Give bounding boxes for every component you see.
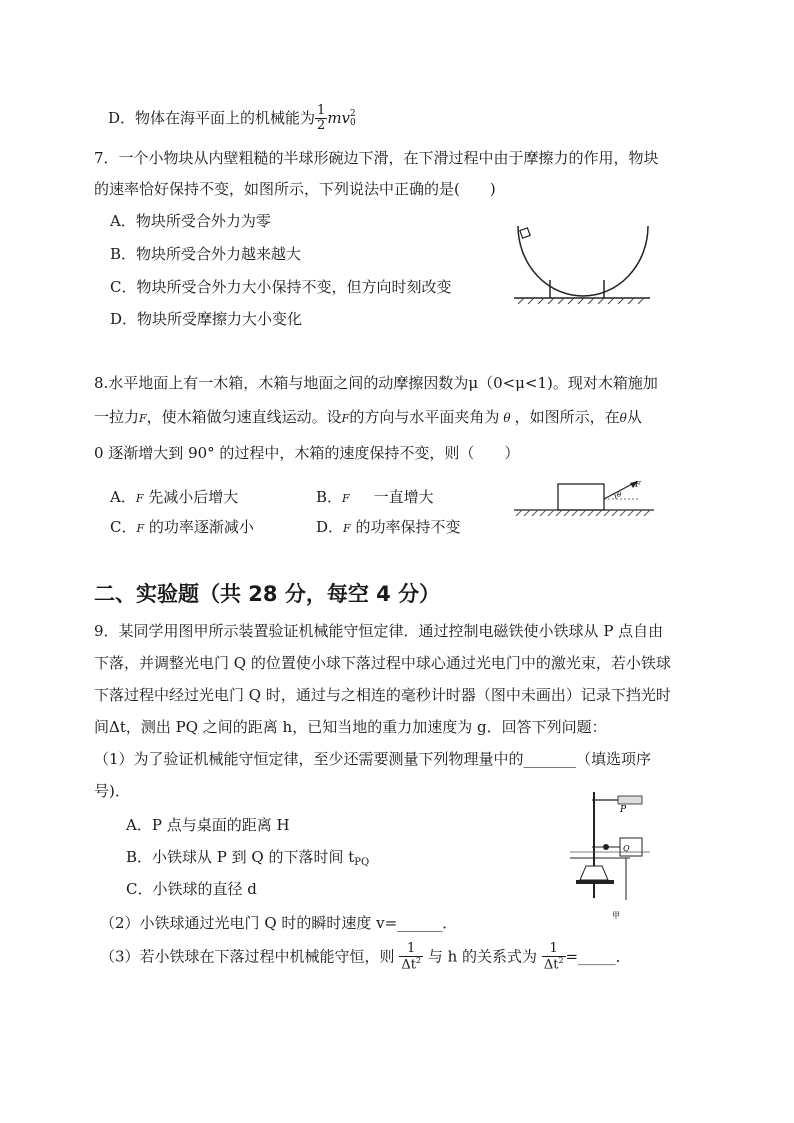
- text: B．小铁球从 P 到 Q 的下落时间 t: [126, 848, 355, 866]
- q7-option-a: A．物块所受合外力为零: [110, 212, 271, 230]
- q9-sub1-option-b: [126, 846, 369, 868]
- q8-option-b: [316, 486, 434, 507]
- fig-caption: 甲: [612, 911, 620, 920]
- q7-stem-line2: 的速率恰好保持不变，如图所示，下列说法中正确的是( ): [94, 180, 496, 198]
- text: 的功率逐渐减小: [148, 518, 254, 536]
- box-force-figure: [514, 476, 664, 526]
- section-title: 二、实验题（共 28 分，每空 4 分）: [94, 582, 441, 606]
- text: A．: [110, 488, 136, 506]
- text: ，如图所示，在: [514, 408, 620, 426]
- q6-option-d: [108, 104, 356, 134]
- text: C．: [110, 518, 137, 536]
- q9-stem-line4: 间Δt，测出 PQ 之间的距离 h，已知当地的重力加速度为 g．回答下列问题：: [94, 718, 607, 736]
- q8-stem-line1: 8.水平地面上有一木箱，木箱与地面之间的动摩擦因数为μ（0<μ<1)。现对木箱施加: [94, 374, 658, 392]
- q9-sub1-option-a: A．P 点与桌面的距离 H: [126, 816, 290, 834]
- q9-stem-line1: 9．某同学用图甲所示装置验证机械能守恒定律．通过控制电磁铁使小铁球从 P 点自由: [94, 622, 664, 640]
- fraction-denominator: [542, 957, 566, 973]
- q8-option-a: [110, 486, 238, 507]
- q9-stem-line3: 下落过程中经过光电门 Q 时，通过与之相连的毫秒计时器（图中未画出）记录下挡光时: [94, 686, 671, 704]
- var-f: F: [343, 522, 351, 535]
- var-f: F: [341, 412, 350, 425]
- text: 的方向与水平面夹角为: [349, 408, 500, 426]
- fraction: [315, 104, 327, 134]
- subscript: 0: [350, 117, 356, 128]
- var-f: F: [136, 522, 145, 535]
- superscript: 2: [350, 108, 356, 119]
- q7-stem-line1: 7．一个小物块从内壁粗糙的半球形碗边下滑，在下滑过程中由于摩擦力的作用，物块: [94, 149, 659, 167]
- apparatus-figure: [570, 778, 650, 928]
- fraction-numerator: 1: [399, 942, 423, 957]
- q7-option-b: B．物块所受合外力越来越大: [110, 245, 302, 263]
- text: 一直增大: [373, 488, 434, 506]
- var-theta: θ: [619, 411, 627, 425]
- text: （3）若小铁球在下落过程中机械能守恒，则: [100, 947, 395, 966]
- text: 的功率保持不变: [355, 518, 461, 536]
- fig-f-label: F: [635, 480, 641, 489]
- text: =_____．: [565, 947, 631, 966]
- text: 先减小后增大: [148, 488, 239, 506]
- var-f: F: [139, 412, 147, 425]
- q7-option-d: D．物块所受摩擦力大小变化: [110, 310, 303, 328]
- text: 从: [626, 408, 642, 426]
- text: B．: [316, 488, 343, 506]
- text: 与 h 的关系式为: [427, 947, 538, 966]
- q7-option-c: C．物块所受合外力大小保持不变，但方向时刻改变: [110, 278, 452, 296]
- mv-symbol: mv: [327, 108, 351, 127]
- var-f: F: [135, 492, 144, 505]
- q9-stem-line2: 下落，并调整光电门 Q 的位置使小球下落过程中球心通过光电门中的激光束，若小铁球: [94, 654, 671, 672]
- var-f: F: [342, 492, 350, 505]
- superscript: 2: [415, 956, 422, 966]
- q6-option-d-text: D．物体在海平面上的机械能为: [108, 108, 316, 127]
- fraction: [399, 942, 423, 973]
- text: ，使木箱做匀速直线运动。设: [146, 408, 342, 426]
- q8-stem-line2: [94, 406, 642, 427]
- q9-sub1-line1: （1）为了验证机械能守恒定律，至少还需要测量下列物理量中的_______（填选项序: [94, 750, 652, 768]
- fraction-denominator: [399, 957, 423, 973]
- q8-option-c: [110, 516, 254, 537]
- fraction: [542, 942, 566, 973]
- q9-sub1-option-c: C．小铁球的直径 d: [126, 880, 257, 898]
- fraction-numerator: 1: [542, 942, 566, 957]
- q8-stem-line3: 0 逐渐增大到 90° 的过程中，木箱的速度保持不变，则（ ）: [94, 444, 520, 462]
- subscript: PQ: [354, 857, 370, 868]
- var-theta: θ: [503, 411, 511, 425]
- text: Δt: [543, 957, 559, 973]
- q8-option-d: [316, 516, 460, 537]
- q9-sub2: （2）小铁球通过光电门 Q 时的瞬时速度 v=______．: [100, 914, 458, 932]
- q9-sub1-line2: 号)．: [94, 782, 130, 800]
- fig-p-label: P: [620, 805, 627, 815]
- text: D．: [316, 518, 344, 536]
- fig-q-label: Q: [623, 844, 630, 853]
- text: Δt: [401, 957, 416, 973]
- fig-theta-label: θ: [617, 491, 622, 499]
- text: 一拉力: [94, 408, 140, 426]
- fraction-denominator: 2: [317, 118, 326, 134]
- fraction-numerator: 1: [317, 103, 326, 118]
- bowl-figure: [508, 206, 678, 316]
- q9-sub3: [100, 942, 631, 973]
- superscript: 2: [558, 956, 564, 966]
